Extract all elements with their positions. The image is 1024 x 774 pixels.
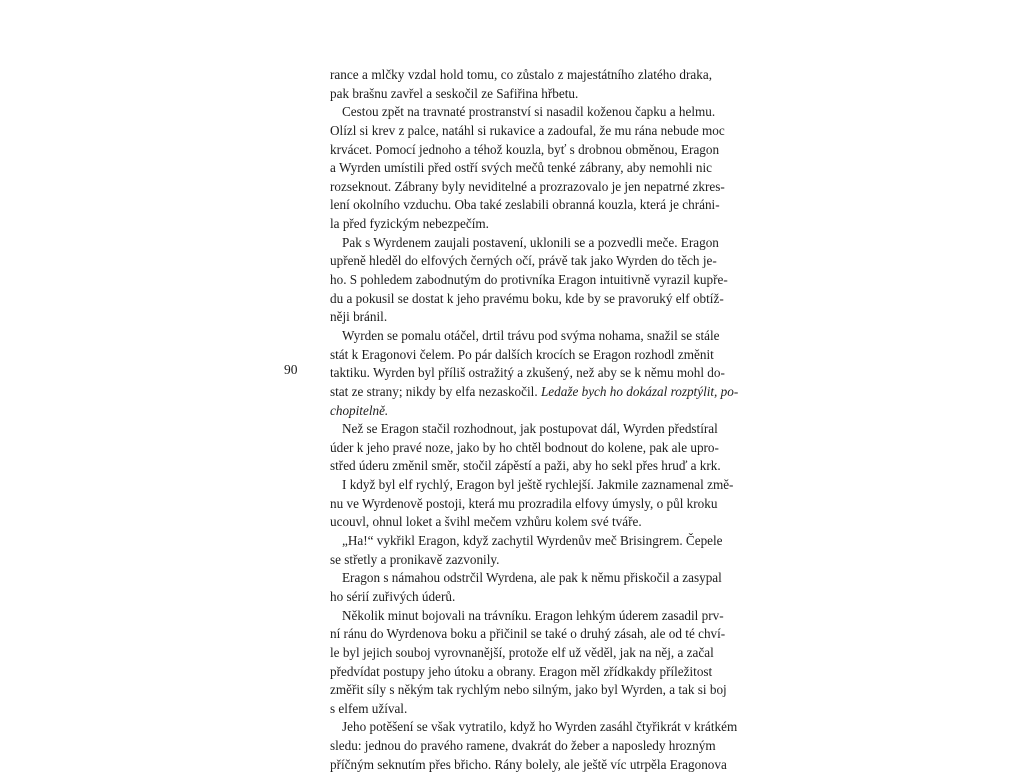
text-line: rance a mlčky vzdal hold tomu, co zůstalo z majestátního zlatého draka, (330, 67, 712, 82)
text-line: ucouvl, ohnul loket a švihl mečem vzhůru kolem své tváře. (330, 514, 642, 530)
text-line: Pak s Wyrdenem zaujali postavení, uklonili se a pozvedli meče. Eragon (342, 234, 719, 250)
text-line: Jeho potěšení se však vytratilo, když ho Wyrden zasáhl čtyřikrát v krátkém (342, 719, 738, 735)
text-line: stát k Eragonovi čelem. Po pár dalších krocích se Eragon rozhodl změnit (330, 346, 714, 362)
text-line: Cestou zpět na travnaté prostranství si nasadil koženou čapku a helmu. (342, 104, 716, 120)
italic-thought: chopitelně. (330, 402, 389, 418)
text-line: úder k jeho pravé noze, jako by ho chtěl bodnout do kolene, pak ale upro- (330, 439, 719, 455)
text-line: se střetly a pronikavě zazvonily. (330, 551, 500, 567)
text-line: s elfem užíval. (330, 700, 408, 716)
text-line: krvácet. Pomocí jednoho a téhož kouzla, byť s drobnou obměnou, Eragon (330, 141, 720, 157)
text-line: taktiku. Wyrden byl příliš ostražitý a zkušený, než aby se k němu mohl do- (330, 365, 725, 381)
body-text (330, 66, 739, 774)
text-line: střed úderu změnil směr, stočil zápěstí a paži, aby ho sekl přes hruď a krk. (330, 458, 721, 474)
text-line (330, 402, 712, 421)
text-line: lení okolního vzduchu. Oba také zeslabili obranná kouzla, která je chráni- (330, 197, 720, 213)
text-line: ní ránu do Wyrdenova boku a přičinil se také o druhý zásah, ale od té chví- (330, 626, 726, 642)
text-line: Eragon s námahou odstrčil Wyrdena, ale pak k němu přiskočil a zasypal (342, 570, 722, 586)
text-line: rozseknout. Zábrany byly neviditelné a prozrazovalo je jen nepatrné zkres- (330, 178, 725, 194)
text-line: sledu: jednou do pravého ramene, dvakrát do žeber a naposledy hrozným (330, 738, 716, 754)
text-line: nu ve Wyrdenově postoji, která mu prozradila elfovy úmysly, o půl kroku (330, 495, 718, 511)
text-line: I když byl elf rychlý, Eragon byl ještě rychlejší. Jakmile zaznamenal změ- (342, 477, 734, 493)
text-line: ho. S pohledem zabodnutým do protivníka Eragon intuitivně vyrazil kupře- (330, 272, 728, 288)
text-line: „Ha!“ vykřikl Eragon, když zachytil Wyrdenův meč Brisingrem. Čepele (342, 533, 723, 549)
text-line: Wyrden se pomalu otáčel, drtil trávu pod svýma nohama, snažil se stále (342, 327, 720, 343)
page-number: 90 (284, 362, 298, 377)
text-line: změřit síly s někým tak rychlým nebo silným, jako byl Wyrden, a tak si boj (330, 682, 727, 698)
text-line: pak brašnu zavřel a seskočil ze Safiřina hřbetu. (330, 85, 579, 101)
text-line: du a pokusil se dostat k jeho pravému boku, kde by se pravoruký elf obtíž- (330, 290, 724, 306)
text-line: le byl jejich souboj vyrovnanější, protože elf už věděl, jak na něj, a začal (330, 644, 714, 660)
text-line: Než se Eragon stačil rozhodnout, jak postupovat dál, Wyrden předstíral (342, 421, 718, 437)
text-line: příčným seknutím přes břicho. Rány bolely, ale ještě víc utrpěla Eragonova (330, 756, 727, 772)
text-line-mixed (330, 383, 739, 402)
text-line: upřeně hleděl do elfových černých očí, právě tak jako Wyrden do těch je- (330, 253, 717, 269)
text-line: a Wyrden umístili před ostří svých mečů tenké zábrany, aby nemohli nic (330, 160, 712, 176)
text-line: něji bránil. (330, 309, 388, 325)
text-line: Několik minut bojovali na trávníku. Eragon lehkým úderem zasadil prv- (342, 607, 724, 623)
text-line: ho sérií zuřivých úderů. (330, 588, 456, 604)
text-span: stat ze strany; nikdy by elfa nezaskočil. (330, 383, 541, 399)
text-line: Olízl si krev z palce, natáhl si rukavice a zadoufal, že mu rána nebude moc (330, 122, 725, 138)
text-line: la před fyzickým nebezpečím. (330, 216, 489, 232)
italic-thought: Ledaže bych ho dokázal rozptýlit, po- (540, 383, 739, 399)
text-line: předvídat postupy jeho útoku a obrany. Eragon měl zřídkakdy příležitost (330, 663, 713, 679)
